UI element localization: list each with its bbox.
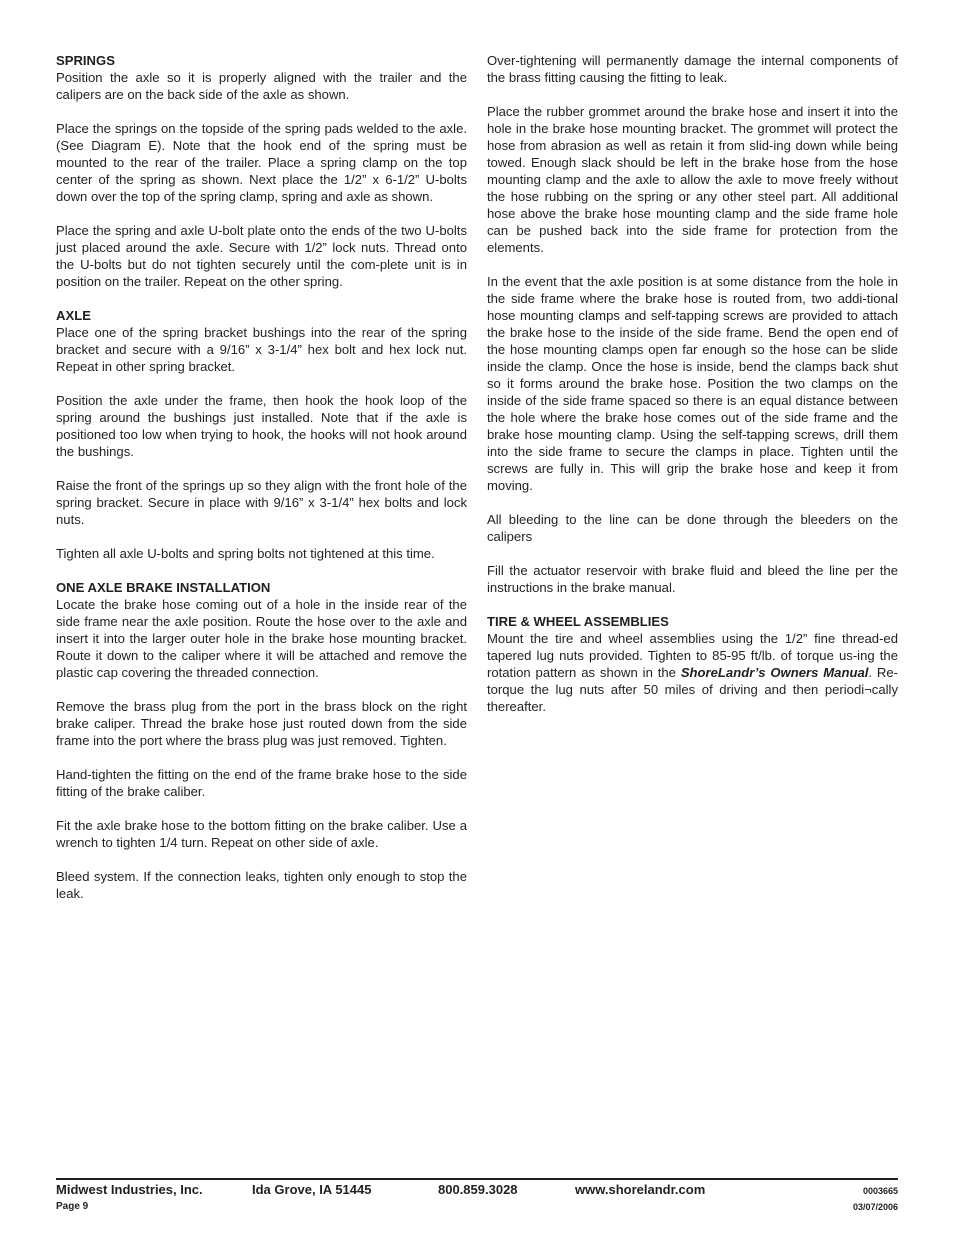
springs-paragraph-1: Position the axle so it is properly aligned with the trailer and the calipers are on the back side of the axle as shown. xyxy=(56,70,467,102)
footer-document-code: 0003665 xyxy=(862,1186,898,1196)
reservoir-paragraph: Fill the actuator reservoir with brake fluid and bleed the line per the instructions in the brake manual. xyxy=(487,563,898,595)
footer-website: www.shorelandr.com xyxy=(575,1182,706,1197)
overtightening-paragraph: Over-tightening will permanently damage the internal components of the brass fitting causing the fitting to leak. xyxy=(487,53,898,85)
right-column xyxy=(487,52,898,732)
axle-heading: AXLE xyxy=(56,308,91,323)
springs-paragraph-2: Place the springs on the topside of the spring pads welded to the axle. (See Diagram E). Note that the hook end of the spring must be mounted to the rear of the trailer. Place a spring clamp on the top center of the spring as shown. Next place the 1/2” x 6-1/2” U-bolts down over the top of the spring clamp, spring and axle as shown. xyxy=(56,121,467,204)
axle-section xyxy=(56,307,467,562)
tire-text-before: Mount the tire and wheel assemblies using the 1/2” fine thread-ed tapered lug nuts provided. Tighten to 85-95 ft/lb. of torque us-ing the rotation pattern as shown in the xyxy=(487,631,898,680)
footer-divider xyxy=(56,1178,898,1180)
footer-company: Midwest Industries, Inc. xyxy=(56,1182,203,1197)
brake-paragraph-5: Bleed system. If the connection leaks, tighten only enough to stop the leak. xyxy=(56,869,467,901)
footer-city: Ida Grove, IA 51445 xyxy=(252,1182,372,1197)
axle-paragraph-3: Raise the front of the springs up so they align with the front hole of the spring bracket. Secure in place with 9/16” x 3-1/4” hex bolts and lock nuts. xyxy=(56,478,467,527)
springs-heading: SPRINGS xyxy=(56,53,115,68)
brake-paragraph-1: Locate the brake hose coming out of a hole in the inside rear of the side frame near the axle position. Route the hose over to the axle and insert it into the larger outer hole in the brake hose mounting bracket. Route it down to the caliper where it will be attached and remove the plastic cap covering the threaded connection. xyxy=(56,597,467,680)
axle-paragraph-1: Place one of the spring bracket bushings into the rear of the spring bracket and secure with a 9/16” x 3-1/4” hex bolt and hex lock nut. Repeat in other spring bracket. xyxy=(56,325,467,374)
footer-phone: 800.859.3028 xyxy=(438,1182,518,1197)
brake-paragraph-4: Fit the axle brake hose to the bottom fitting on the brake caliber. Use a wrench to tighten 1/4 turn. Repeat on other side of axle. xyxy=(56,818,467,850)
tire-section xyxy=(487,613,898,715)
grommet-paragraph: Place the rubber grommet around the brake hose and insert it into the hole in the brake hose mounting bracket. The grommet will protect the hose from abrasion as well as retain it from slid-ing down while being towed. Enough slack should be left in the brake hose from the hose mounting clamp and the axle to allow the axle to move freely without the hose rubbing on the spring or any other steel part. All additional hose above the brake hose mounting clamp and the side frame hole can be pushed back into the side frame for protection from the elements. xyxy=(487,104,898,255)
brake-paragraph-2: Remove the brass plug from the port in the brass block on the right brake caliper. Thread the brake hose just routed down from the side frame into the port where the brass plug was just removed. Tighten. xyxy=(56,699,467,748)
bleeding-paragraph: All bleeding to the line can be done through the bleeders on the calipers xyxy=(487,512,898,544)
tire-text-after: . Re-torque the lug nuts after 50 miles of driving and then periodi¬cally thereafter. xyxy=(487,665,899,714)
brake-heading: ONE AXLE BRAKE INSTALLATION xyxy=(56,580,271,595)
brake-section xyxy=(56,579,467,902)
left-column xyxy=(56,52,467,919)
footer-date: 03/07/2006 xyxy=(852,1202,898,1212)
tire-heading: TIRE & WHEEL ASSEMBLIES xyxy=(487,614,669,629)
axle-paragraph-2: Position the axle under the frame, then hook the hook loop of the spring around the bushings just installed. Note that if the axle is positioned too low when trying to hook, the hooks will not hook around the bushings. xyxy=(56,393,467,459)
springs-paragraph-3: Place the spring and axle U-bolt plate onto the ends of the two U-bolts just placed around the axle. Secure with 1/2” lock nuts. Thread onto the U-bolts but do not tighten securely until the com-plete unit is in position on the trailer. Repeat on the other spring. xyxy=(56,223,467,289)
owners-manual-title: ShoreLandr’s Owners Manual xyxy=(680,665,869,680)
footer-page-number: Page 9 xyxy=(56,1201,89,1212)
tire-paragraph xyxy=(487,630,898,715)
axle-paragraph-4: Tighten all axle U-bolts and spring bolts not tightened at this time. xyxy=(56,546,435,561)
brake-paragraph-3: Hand-tighten the fitting on the end of the frame brake hose to the side fitting of the brake caliber. xyxy=(56,767,467,799)
springs-section xyxy=(56,52,467,290)
hose-clamps-paragraph: In the event that the axle position is at some distance from the hole in the side frame where the brake hose is routed from, two addi-tional hose mounting clamps and self-tapping screws are provided to attach the brake hose to the inside of the side frame. Bend the open end of the hose mounting clamps open far enough so the hose can be slide inside the clamp. Once the hose is inside, bend the clamps back shut so it forms around the brake hose. Position the two clamps on the inside of the side frame spaced so there is an equal distance between the hole where the brake hose comes out of the side frame and the brake hose mounting clamp. Using the self-tapping screws, drill them into the side frame to secure the clamps in place. Tighten until the screws are fully in. This will grip the brake hose and keep it from moving. xyxy=(487,274,898,493)
